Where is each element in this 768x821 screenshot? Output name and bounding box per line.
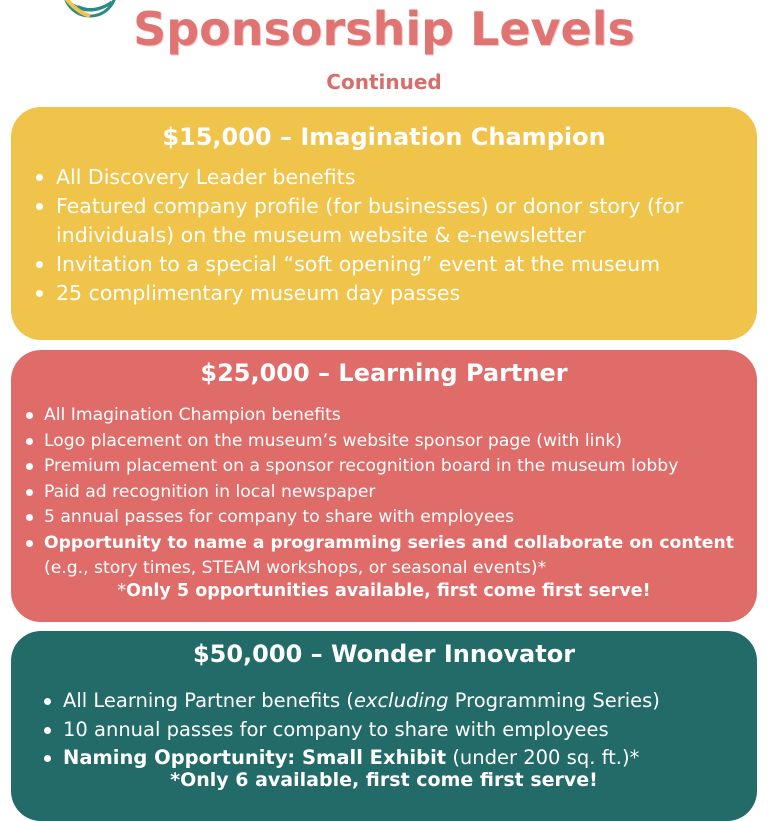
list-item-rest: (e.g., story times, STEAM workshops, or seasonal events)* (44, 558, 547, 578)
availability-note (11, 581, 757, 601)
list-item-pre: All Learning Partner benefits ( (63, 689, 354, 712)
list-item-italic: excluding (353, 689, 449, 712)
list-item (63, 687, 753, 716)
benefit-list (63, 687, 753, 773)
list-item: Paid ad recognition in local newspaper (44, 480, 744, 506)
list-item: All Imagination Champion benefits (44, 403, 744, 429)
level-heading: $25,000 – Learning Partner (200, 359, 568, 387)
note-asterisk: * (117, 581, 127, 601)
list-item-rest: (under 200 sq. ft.)* (446, 746, 640, 769)
note-text: Only 5 opportunities available, first come first serve! (126, 581, 651, 601)
page-title: Sponsorship Levels (133, 2, 635, 56)
list-item-bold: Naming Opportunity: Small Exhibit (63, 746, 447, 769)
level-card-wonder-innovator (11, 631, 757, 821)
level-card-imagination-champion (11, 107, 757, 340)
list-item-post: Programming Series) (448, 689, 660, 712)
list-item: 25 complimentary museum day passes (56, 279, 746, 308)
availability-note: *Only 6 available, first come first serve! (170, 769, 598, 791)
list-item: 10 annual passes for company to share with employees (63, 716, 753, 745)
level-heading: $15,000 – Imagination Champion (162, 123, 606, 151)
list-item: Invitation to a special “soft opening” event at the museum (56, 250, 746, 279)
list-item: All Discovery Leader benefits (56, 163, 746, 192)
list-item: 5 annual passes for company to share with employees (44, 505, 744, 531)
benefit-list (56, 163, 746, 308)
list-item: Featured company profile (for businesses) or donor story (for individuals) on the museum website & e-newsletter (56, 192, 746, 250)
benefit-list (44, 403, 744, 582)
list-item: Logo placement on the museum’s website sponsor page (with link) (44, 429, 744, 455)
list-item-bold: Opportunity to name a programming series and collaborate on content (44, 532, 734, 553)
level-heading: $50,000 – Wonder Innovator (192, 640, 576, 668)
page-subtitle: Continued (326, 70, 442, 94)
list-item (44, 531, 744, 582)
level-card-learning-partner (11, 350, 757, 622)
list-item: Premium placement on a sponsor recognition board in the museum lobby (44, 454, 744, 480)
